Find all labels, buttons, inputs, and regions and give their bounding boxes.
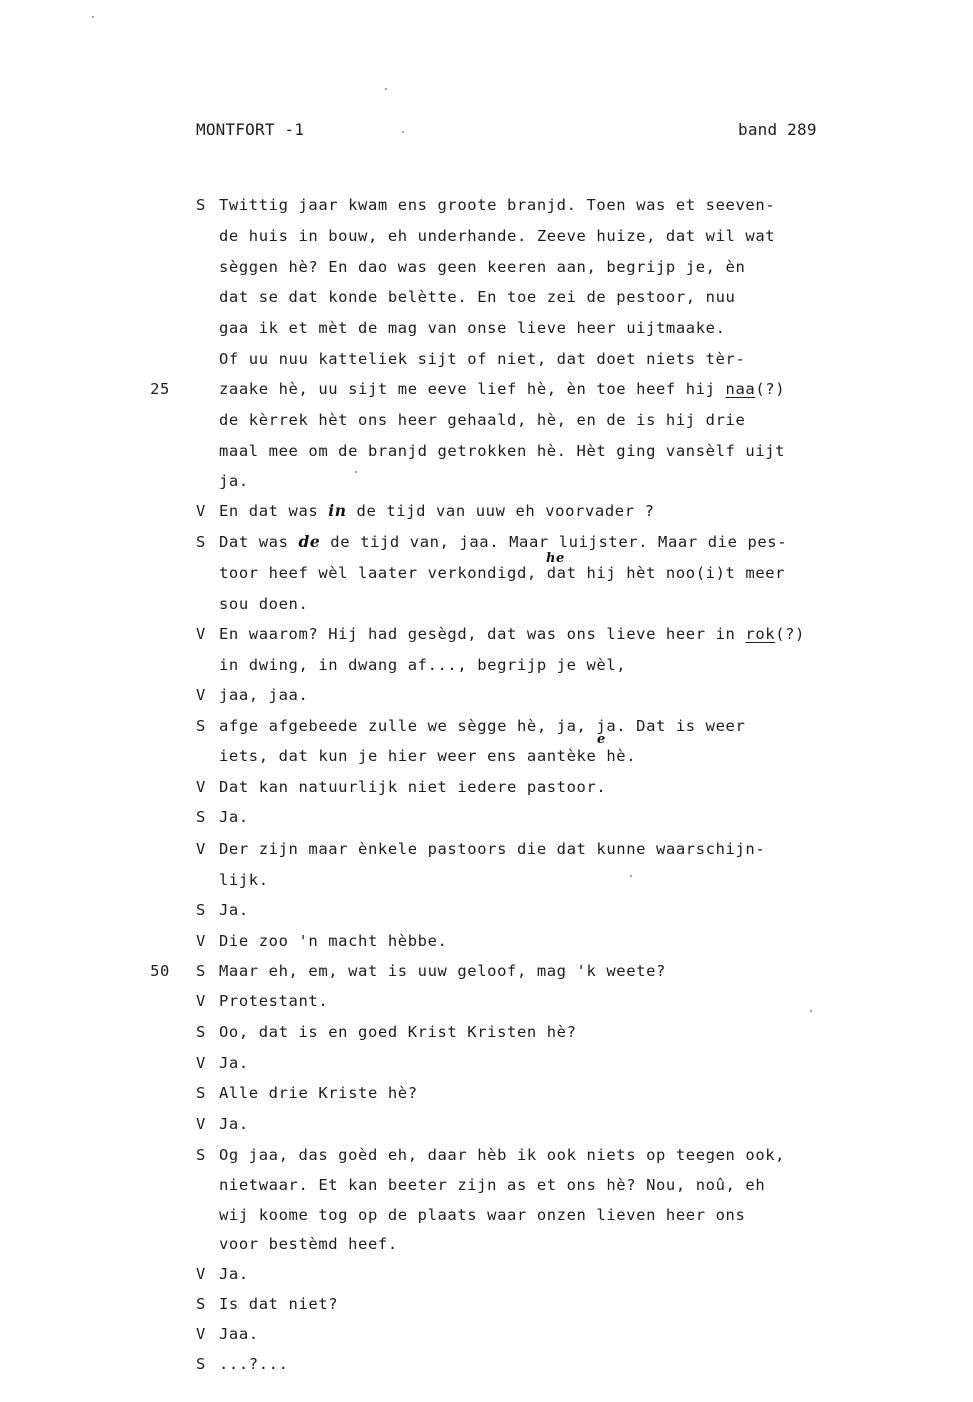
- transcript-line: nietwaar. Et kan beeter zijn as et ons hè? Nou, noû, eh: [219, 1176, 766, 1194]
- transcript-line: sou doen.: [219, 595, 309, 613]
- line-text: de tijd van uuw eh voorvader ?: [346, 502, 655, 520]
- speaker-marker: V: [196, 1265, 206, 1283]
- transcript-line: [219, 377, 785, 401]
- transcript-line: gaa ik et mèt de mag van onse lieve heer uijtmaake.: [219, 319, 726, 337]
- transcript-line: Og jaa, das goèd eh, daar hèb ik ook niets op teegen ook,: [219, 1146, 786, 1164]
- handwritten-correction: in: [328, 501, 347, 520]
- transcript-line: Maar eh, em, wat is uuw geloof, mag 'k weete?: [219, 962, 666, 980]
- scan-speck: [385, 88, 387, 90]
- handwritten-annotation: e: [597, 732, 606, 747]
- line-number-50: 50: [150, 962, 170, 980]
- speaker-marker: S: [196, 962, 206, 980]
- handwritten-correction: de: [298, 532, 321, 551]
- speaker-marker: V: [196, 502, 206, 520]
- speaker-marker: S: [196, 901, 206, 919]
- transcript-line: iets, dat kun je hier weer ens aantèke hè.: [219, 747, 637, 765]
- transcript-line: Dat kan natuurlijk niet iedere pastoor.: [219, 778, 607, 796]
- handwritten-annotation: he: [546, 551, 565, 566]
- transcript-line: afge afgebeede zulle we sègge hè, ja, ja. Dat is weer: [219, 717, 746, 735]
- line-text: En waarom? Hij had gesègd, dat was ons lieve heer in: [219, 625, 746, 643]
- line-text: Dat was: [219, 533, 299, 551]
- scan-speck: [402, 131, 404, 133]
- line-text: En dat was: [219, 502, 329, 520]
- speaker-marker: S: [196, 717, 206, 735]
- transcript-line: Ja.: [219, 901, 249, 919]
- transcript-line: ...?...: [219, 1355, 289, 1373]
- speaker-marker: V: [196, 840, 206, 858]
- speaker-marker: S: [196, 1023, 206, 1041]
- underlined-word: naa: [725, 380, 756, 398]
- transcript-line: voor bestèmd heef.: [219, 1235, 398, 1253]
- transcript-line: Ja.: [219, 1054, 249, 1072]
- transcript-line: Ja.: [219, 808, 249, 826]
- transcript-line: de huis in bouw, eh underhande. Zeeve huize, dat wil wat: [219, 227, 776, 245]
- scan-speck: [92, 16, 94, 18]
- line-text: (?): [775, 625, 805, 643]
- transcript-line: Twittig jaar kwam ens groote branjd. Toen was et seeven-: [219, 196, 776, 214]
- transcript-line: Ja.: [219, 1265, 249, 1283]
- speaker-marker: V: [196, 1325, 206, 1343]
- transcript-line: ja.: [219, 472, 249, 490]
- underlined-word: rok: [745, 625, 776, 643]
- transcript-line: sèggen hè? En dao was geen keeren aan, begrijp je, èn: [219, 258, 746, 276]
- speaker-marker: S: [196, 1355, 206, 1373]
- speaker-marker: S: [196, 808, 206, 826]
- transcript-line: wij koome tog op de plaats waar onzen lieven heer ons: [219, 1206, 746, 1224]
- transcript-line: Oo, dat is en goed Krist Kristen hè?: [219, 1023, 577, 1041]
- speaker-marker: V: [196, 686, 206, 704]
- transcript-line: Protestant.: [219, 992, 329, 1010]
- speaker-marker: V: [196, 625, 206, 643]
- speaker-marker: V: [196, 778, 206, 796]
- transcript-line: lijk.: [219, 871, 269, 889]
- transcript-line: Alle drie Kriste hè?: [219, 1084, 418, 1102]
- speaker-marker: S: [196, 1084, 206, 1102]
- transcript-line: in dwing, in dwang af..., begrijp je wèl,: [219, 656, 627, 674]
- speaker-marker: V: [196, 932, 206, 950]
- transcript-line: jaa, jaa.: [219, 686, 309, 704]
- line-number-25: 25: [150, 380, 170, 398]
- transcript-line: Of uu nuu katteliek sijt of niet, dat doet niets tèr-: [219, 350, 746, 368]
- transcript-line: [219, 530, 787, 554]
- line-text: (?): [755, 380, 786, 398]
- speaker-marker: V: [196, 1115, 206, 1133]
- scan-speck: [630, 875, 632, 877]
- header-band: band 289: [738, 120, 817, 139]
- transcript-line: Jaa.: [219, 1325, 259, 1343]
- speaker-marker: V: [196, 1054, 206, 1072]
- speaker-marker: S: [196, 1295, 206, 1313]
- transcript-line: [219, 622, 805, 646]
- header-title: MONTFORT -1: [196, 120, 305, 139]
- speaker-marker: S: [196, 196, 206, 214]
- transcript-line: Der zijn maar ènkele pastoors die dat kunne waarschijn-: [219, 840, 766, 858]
- transcript-line: Is dat niet?: [219, 1295, 339, 1313]
- scan-speck: [355, 471, 357, 473]
- transcript-line: Ja.: [219, 1115, 249, 1133]
- transcript-line: toor heef wèl laater verkondigd, dat hij hèt noo(i)t meer: [219, 564, 786, 582]
- transcript-line: de kèrrek hèt ons heer gehaald, hè, en de is hij drie: [219, 411, 746, 429]
- line-text: zaake hè, uu sijt me eeve lief hè, èn toe heef hij: [219, 380, 726, 398]
- speaker-marker: S: [196, 533, 206, 551]
- scan-speck: [810, 1010, 812, 1012]
- speaker-marker: V: [196, 992, 206, 1010]
- transcript-line: Die zoo 'n macht hèbbe.: [219, 932, 448, 950]
- transcript-line: [219, 499, 655, 523]
- line-text: de tijd van, jaa. Maar luijster. Maar die pes-: [320, 533, 788, 551]
- transcript-line: maal mee om de branjd getrokken hè. Hèt ging vansèlf uijt: [219, 442, 786, 460]
- transcript-line: dat se dat konde belètte. En toe zei de pestoor, nuu: [219, 288, 736, 306]
- speaker-marker: S: [196, 1146, 206, 1164]
